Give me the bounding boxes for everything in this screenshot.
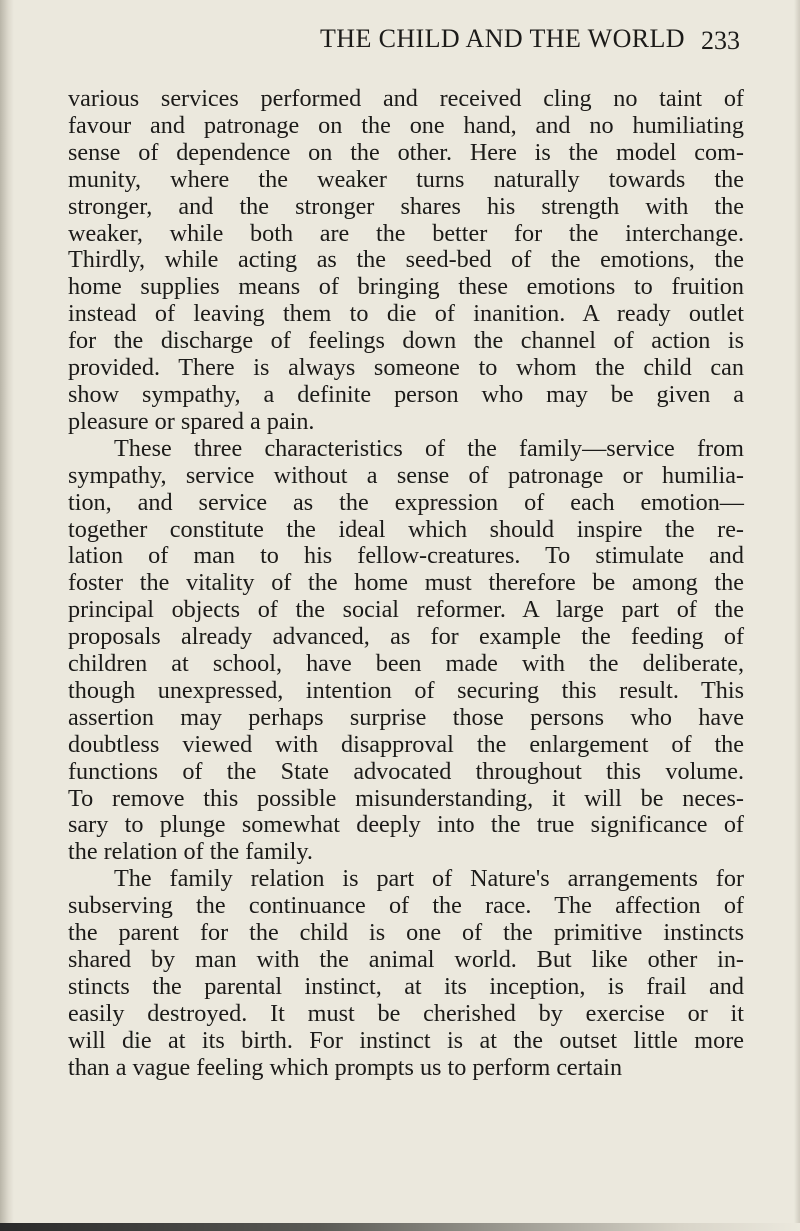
text-line: sary to plunge somewhat deeply into the true significance of bbox=[68, 811, 744, 839]
text-line: children at school, have been made with the deliberate, bbox=[68, 650, 744, 678]
text-line: various services performed and received cling no taint of bbox=[68, 85, 744, 112]
text-line: stincts the parental instinct, at its inception, is frail and bbox=[68, 972, 744, 1000]
body-text bbox=[68, 86, 744, 1082]
text-line: munity, where the weaker turns naturally towards the bbox=[68, 165, 744, 193]
paragraph bbox=[68, 866, 744, 1081]
text-line: Thirdly, while acting as the seed-bed of the emotions, the bbox=[68, 246, 744, 274]
text-line: show sympathy, a definite person who may be given a bbox=[68, 380, 744, 408]
text-line: shared by man with the animal world. But like other in- bbox=[68, 946, 744, 973]
text-line: functions of the State advocated throughout this volume. bbox=[68, 757, 744, 785]
text-line: doubtless viewed with disapproval the enlargement of the bbox=[68, 730, 744, 758]
text-line: instead of leaving them to die of inanition. A ready outlet bbox=[68, 300, 744, 328]
text-line: favour and patronage on the one hand, and no humiliating bbox=[68, 111, 744, 139]
text-line: principal objects of the social reformer. A large part of the bbox=[68, 596, 744, 624]
text-line: easily destroyed. It must be cherished by exercise or it bbox=[68, 999, 744, 1027]
text-line: subserving the continuance of the race. The affection of bbox=[68, 892, 744, 920]
scan-bottom-edge bbox=[0, 1223, 800, 1231]
paragraph bbox=[68, 436, 744, 867]
text-line: sense of dependence on the other. Here is the model com- bbox=[68, 138, 744, 166]
text-line: To remove this possible misunderstanding, it will be neces- bbox=[68, 784, 744, 812]
running-head-title: THE CHILD AND THE WORLD bbox=[320, 24, 685, 53]
text-line: tion, and service as the expression of each emotion— bbox=[68, 488, 744, 516]
text-line: These three characteristics of the family—service from bbox=[114, 434, 744, 462]
text-line: though unexpressed, intention of securing this result. This bbox=[68, 676, 744, 704]
text-line: pleasure or spared a pain. bbox=[68, 407, 315, 435]
text-line: than a vague feeling which prompts us to perform certain bbox=[68, 1053, 623, 1081]
text-line: lation of man to his fellow-creatures. To stimulate and bbox=[68, 542, 744, 570]
page-edge bbox=[794, 0, 800, 1231]
text-line: assertion may perhaps surprise those persons who have bbox=[68, 703, 744, 731]
text-line: weaker, while both are the better for the interchange. bbox=[68, 219, 744, 247]
running-head bbox=[320, 24, 740, 74]
text-line: the parent for the child is one of the primitive instincts bbox=[68, 919, 744, 947]
text-line: The family relation is part of Nature's arrangements for bbox=[114, 865, 744, 893]
page-number: 233 bbox=[701, 26, 740, 55]
text-line: for the discharge of feelings down the channel of action is bbox=[68, 327, 744, 355]
text-line: stronger, and the stronger shares his strength with the bbox=[68, 192, 744, 220]
text-line: sympathy, service without a sense of patronage or humilia- bbox=[68, 461, 744, 489]
binding-shadow bbox=[0, 0, 14, 1231]
text-line: will die at its birth. For instinct is at the outset little more bbox=[68, 1026, 744, 1054]
text-line: together constitute the ideal which should inspire the re- bbox=[68, 515, 744, 543]
text-line: home supplies means of bringing these emotions to fruition bbox=[68, 273, 744, 301]
text-line: the relation of the family. bbox=[68, 838, 313, 866]
text-line: provided. There is always someone to whom the child can bbox=[68, 354, 744, 382]
text-line: proposals already advanced, as for example the feeding of bbox=[68, 623, 744, 651]
text-line: foster the vitality of the home must therefore be among the bbox=[68, 569, 744, 597]
paragraph bbox=[68, 86, 744, 436]
